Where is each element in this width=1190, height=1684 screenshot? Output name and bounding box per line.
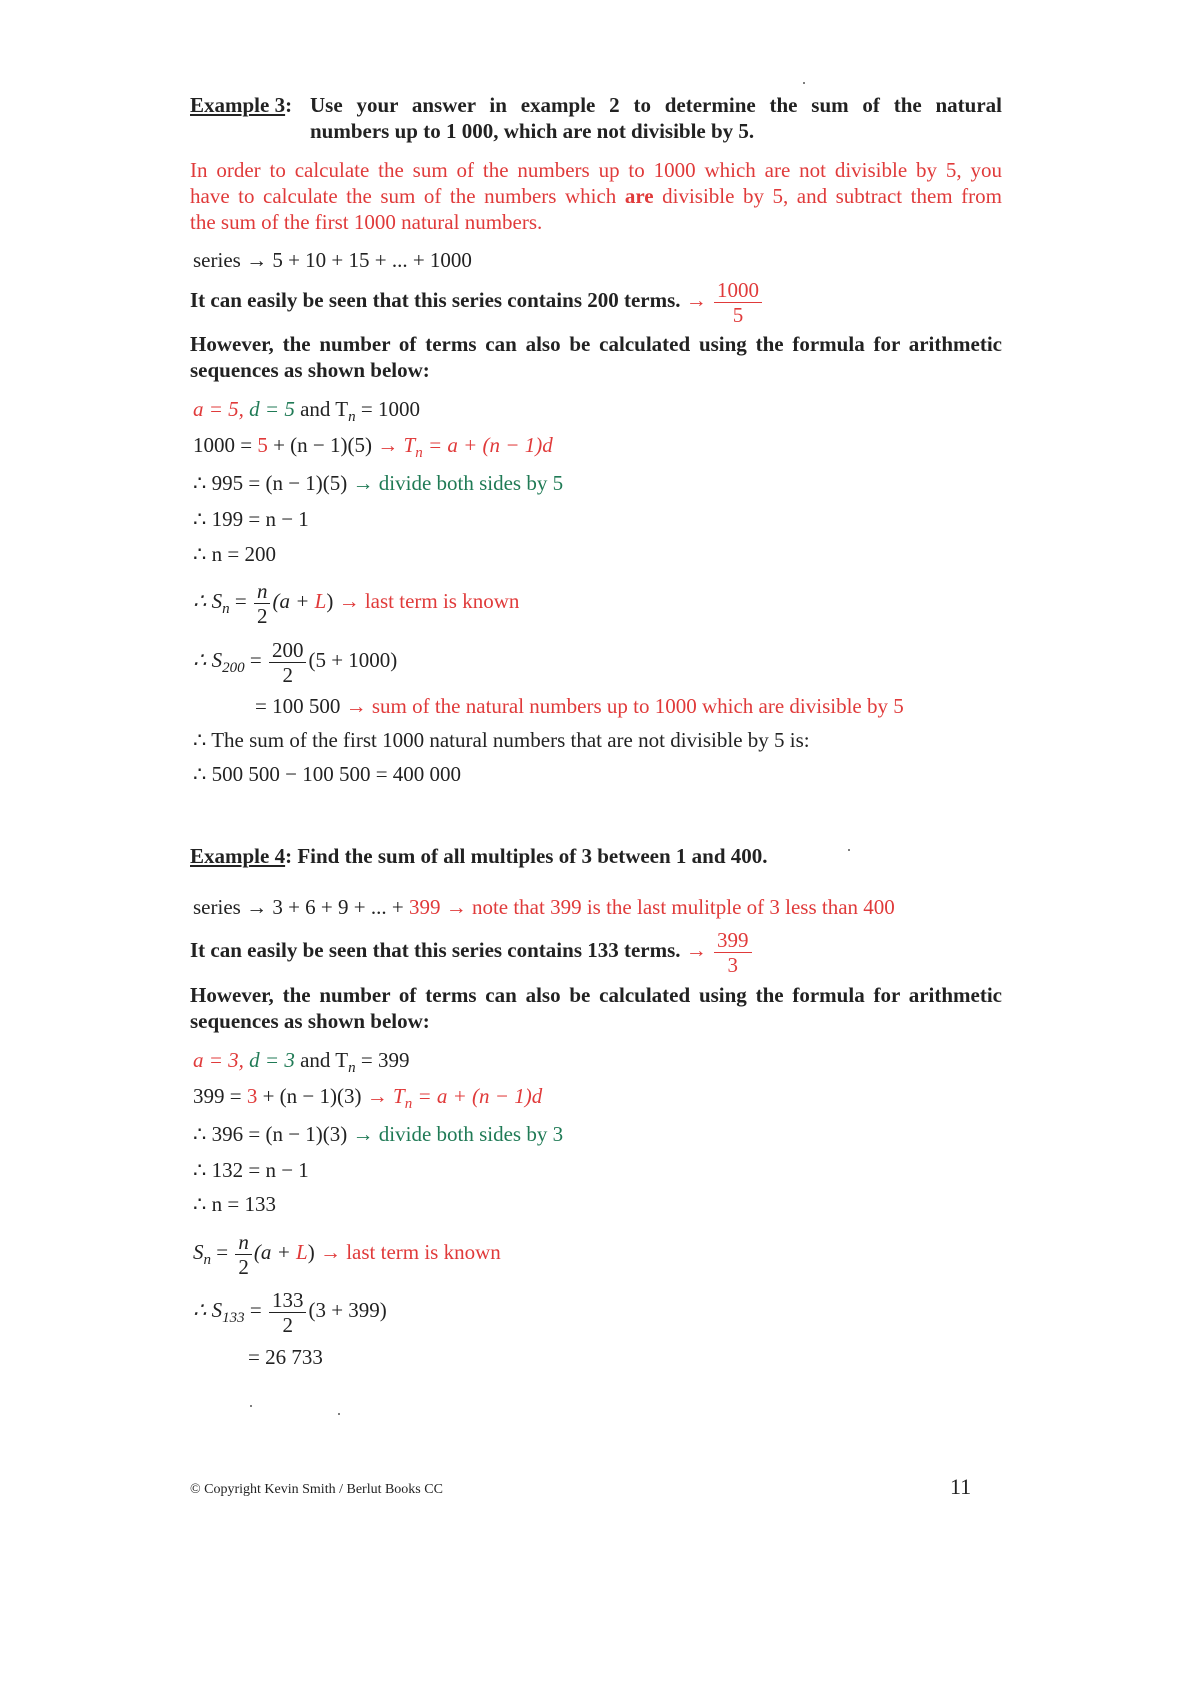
example3-series [193,247,472,273]
sn-paren: (a + [272,589,315,613]
fraction-numerator: 399 [714,928,752,953]
fraction-denominator: 2 [256,603,268,628]
however-text1: However, the number of terms can also be calculated using the formula for arithmetic [190,332,1002,356]
result-value: = 100 500 [255,694,346,718]
series-text: series → 3 + 6 + 9 + ... + [193,895,409,919]
terms-text: It can easily be seen that this series contains 133 terms. [190,938,681,962]
example4-however-line1 [190,982,1002,1008]
step1-lhs: 399 = [193,1084,247,1108]
example3-question-line1 [310,92,1002,118]
fraction-numerator: 1000 [714,278,762,303]
sn-paren: (a + [253,1240,297,1264]
sn-subscript: n [222,601,230,617]
example4-step3 [193,1157,309,1183]
explain-text2c: divisible by 5, and subtract them from [653,184,1002,208]
s133-symbol: ∴ S [193,1298,223,1322]
example3-sn-formula [193,575,519,635]
step1-formula-sub: n [404,1096,413,1112]
tn-subscript: n [348,409,356,425]
a-value: a = 3, [193,1048,244,1072]
sn-equals: = [229,589,252,613]
explain-text1: In order to calculate the sum of the numbers up to 1000 which are not divisible by 5, you [190,158,1002,182]
page-number-text: 11 [950,1474,972,1499]
step1-a: 3 [246,1084,258,1108]
s200-subscript: 200 [222,660,245,676]
s200-equals: = [244,648,267,672]
fraction-denominator: 3 [727,952,739,977]
scan-speck [338,1413,340,1415]
fraction-denominator: 2 [282,1312,293,1337]
s133-subscript: 133 [222,1310,245,1326]
example4-terms [190,924,754,977]
tn-label: and T [294,1048,349,1072]
explain-text2a: have to calculate the sum of the numbers which [190,184,625,208]
sn-note: → last term is known [319,1240,501,1264]
fraction-numerator: 200 [269,638,307,663]
step1-formula-sub: n [415,445,423,461]
example4-step2 [193,1121,563,1147]
tn-subscript: n [348,1060,356,1076]
s200-fraction [269,638,307,687]
sn-paren-close: ) [326,589,339,613]
example3-result [255,693,904,719]
sn-equals: = [211,1240,234,1264]
step2-note: → divide both sides by 5 [352,471,564,495]
example3-step3 [193,506,309,532]
tn-label: and T [294,397,349,421]
example4-series [193,894,895,920]
example3-question-line2 [310,118,754,144]
sn-fraction [254,579,271,628]
example3-explain-line1 [190,157,1002,183]
sn-L: L [314,589,327,613]
step1-formula: → T [366,1084,405,1108]
example3-step4 [193,541,276,567]
example3-heading: Example 3: [190,93,293,117]
series-text: series → 5 + 10 + 15 + ... + 1000 [193,248,472,272]
example4-given-values [193,1047,409,1081]
step4-eq: ∴ n = 133 [193,1192,276,1216]
example4-step4 [193,1191,276,1217]
d-value: d = 5 [249,397,295,421]
step4-eq: ∴ n = 200 [193,542,276,566]
sn-symbol: S [193,1240,204,1264]
fraction-denominator: 5 [732,302,744,327]
example4-heading: Example 4: Find the sum of all multiples of 3 between 1 and 400. [190,844,768,868]
step1-rest: + (n − 1)(5) [267,433,378,457]
example4-however-line2 [190,1008,430,1034]
step2-eq: ∴ 396 = (n − 1)(3) [193,1122,353,1146]
step2-eq: ∴ 995 = (n − 1)(5) [193,471,353,495]
step3-eq: ∴ 199 = n − 1 [193,507,309,531]
arrow-icon: → [685,288,707,312]
example3-conclusion1 [193,727,810,753]
example4-label: Example 4 [190,844,286,868]
tn-value: = 399 [355,1048,410,1072]
step1-formula: → T [377,433,416,457]
step1-formula-rest: = a + (n − 1)d [412,1084,543,1108]
example3-question-text2: numbers up to 1 000, which are not divisible by 5. [310,119,755,143]
series-note: 399 → note that 399 is the last mulitple of 3 less than 400 [408,895,895,919]
result-note: → sum of the natural numbers up to 1000 which are divisible by 5 [345,694,904,718]
terms-fraction [714,928,752,977]
fraction-numerator: 133 [269,1288,307,1313]
sn-symbol: ∴ S [193,589,223,613]
arrow-icon: → [685,938,707,962]
example4-result [248,1344,323,1370]
example3-terms [190,274,764,327]
step1-lhs: 1000 = [193,433,258,457]
example4-question: Find the sum of all multiples of 3 between 1 and 400. [297,844,768,868]
explain-bold-are: are [624,184,654,208]
step1-formula-rest: = a + (n − 1)d [422,433,553,457]
example4-s133 [193,1284,387,1344]
however-text2: sequences as shown below: [190,358,430,382]
example3-given-values [193,396,420,430]
example3-however-line1 [190,331,1002,357]
however-text2: sequences as shown below: [190,1009,430,1033]
scan-speck [848,849,850,851]
explain-text3: the sum of the first 1000 natural numbers. [190,210,543,234]
sn-subscript: n [203,1252,211,1268]
copyright-text: © Copyright Kevin Smith / Berlut Books CC [190,1482,443,1497]
however-text1: However, the number of terms can also be calculated using the formula for arithmetic [190,983,1002,1007]
page-number [950,1474,971,1500]
fraction-denominator: 2 [282,662,293,687]
example3-step1 [193,432,553,466]
s200-symbol: ∴ S [193,648,223,672]
conclusion-text: ∴ The sum of the first 1000 natural numbers that are not divisible by 5 is: [193,728,810,752]
example3-s200 [193,634,397,694]
s133-fraction [269,1288,307,1337]
sn-fraction [235,1230,252,1279]
sn-L: L [296,1240,308,1264]
result-value: = 26 733 [248,1345,323,1369]
s133-equals: = [244,1298,267,1322]
s133-paren: (3 + 399) [308,1298,387,1322]
example3-however-line2 [190,357,430,383]
s200-paren: (5 + 1000) [308,648,398,672]
tn-value: = 1000 [355,397,420,421]
d-value: d = 3 [249,1048,295,1072]
sn-note: → last term is known [338,589,520,613]
fraction-numerator: n [235,1230,252,1255]
example3-label: Example 3 [190,93,286,117]
scan-speck [803,82,805,84]
terms-text: It can easily be seen that this series contains 200 terms. [190,288,681,312]
step1-rest: + (n − 1)(3) [257,1084,367,1108]
fraction-numerator: n [254,579,271,604]
sn-paren-close: ) [307,1240,320,1264]
step1-a: 5 [257,433,268,457]
example4-step1 [193,1083,542,1117]
a-value: a = 5, [193,397,244,421]
scan-speck [250,1405,252,1407]
copyright-footer [190,1482,443,1498]
fraction-denominator: 2 [238,1254,249,1279]
step3-eq: ∴ 132 = n − 1 [193,1158,309,1182]
step2-note: → divide both sides by 3 [352,1122,564,1146]
terms-fraction [714,278,762,327]
example3-step2 [193,470,563,496]
conclusion-eq: ∴ 500 500 − 100 500 = 400 000 [193,762,462,786]
example3-conclusion2 [193,761,461,787]
example3-explain-line3 [190,209,542,235]
example3-question-text1: Use your answer in example 2 to determine the sum of the natural [310,93,1002,117]
example4-sn-formula [193,1226,501,1286]
example3-explain-line2 [190,183,1002,209]
